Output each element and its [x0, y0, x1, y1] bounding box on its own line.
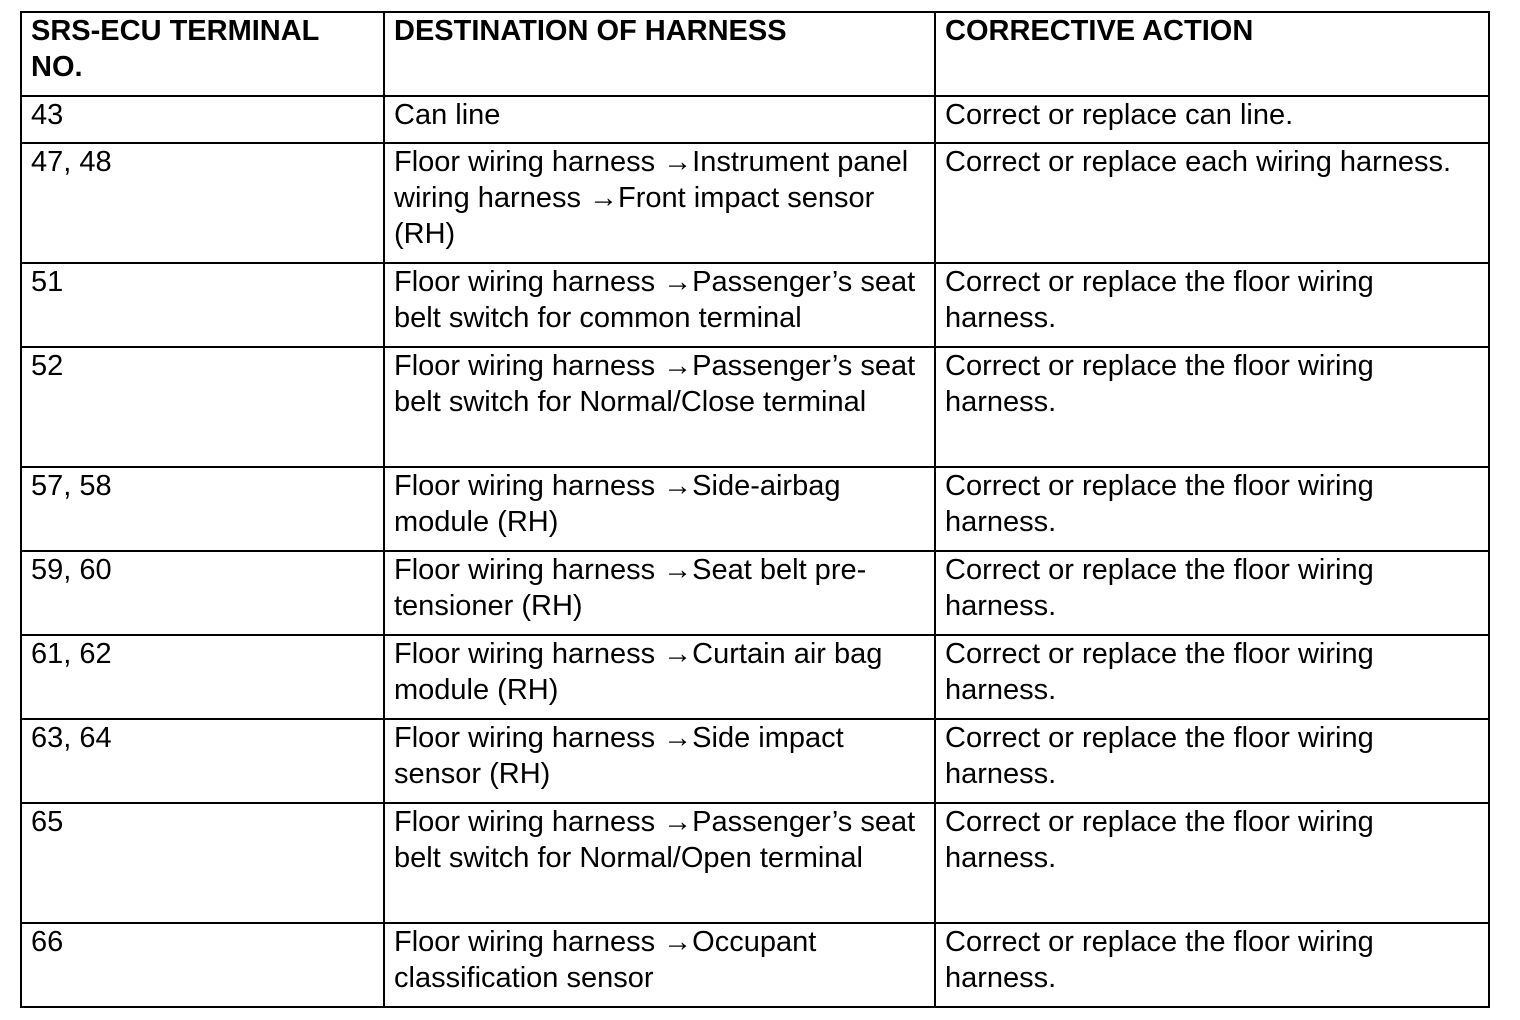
action-cell: Correct or replace the floor wiring harness.	[935, 347, 1489, 467]
table-row	[21, 143, 1489, 263]
terminal-cell: 66	[21, 923, 384, 1007]
destination-cell: Can line	[384, 96, 935, 143]
action-cell: Correct or replace can line.	[935, 96, 1489, 143]
table-row	[21, 96, 1489, 143]
table-row	[21, 803, 1489, 923]
action-cell: Correct or replace the floor wiring harness.	[935, 263, 1489, 347]
table-header-row	[21, 12, 1489, 96]
action-cell: Correct or replace the floor wiring harness.	[935, 923, 1489, 1007]
terminal-cell: 57, 58	[21, 467, 384, 551]
terminal-cell: 63, 64	[21, 719, 384, 803]
table-row	[21, 551, 1489, 635]
table-row	[21, 635, 1489, 719]
destination-cell: Floor wiring harness →Passenger’s seat belt switch for Normal/Open terminal	[384, 803, 935, 923]
srs-terminal-table	[20, 11, 1490, 1008]
destination-cell: Floor wiring harness →Seat belt pre-tensioner (RH)	[384, 551, 935, 635]
table-row	[21, 719, 1489, 803]
terminal-cell: 61, 62	[21, 635, 384, 719]
terminal-cell: 65	[21, 803, 384, 923]
destination-cell: Floor wiring harness →Passenger’s seat belt switch for common terminal	[384, 263, 935, 347]
header-action: CORRECTIVE ACTION	[935, 12, 1489, 96]
header-terminal: SRS-ECU TERMINAL NO.	[21, 12, 384, 96]
table-row	[21, 467, 1489, 551]
destination-cell: Floor wiring harness →Side impact sensor (RH)	[384, 719, 935, 803]
header-destination: DESTINATION OF HARNESS	[384, 12, 935, 96]
table-row	[21, 347, 1489, 467]
destination-cell: Floor wiring harness →Side-airbag module (RH)	[384, 467, 935, 551]
terminal-cell: 47, 48	[21, 143, 384, 263]
terminal-cell: 59, 60	[21, 551, 384, 635]
destination-cell: Floor wiring harness →Curtain air bag module (RH)	[384, 635, 935, 719]
table-row	[21, 263, 1489, 347]
destination-cell: Floor wiring harness →Occupant classification sensor	[384, 923, 935, 1007]
terminal-cell: 51	[21, 263, 384, 347]
action-cell: Correct or replace the floor wiring harness.	[935, 551, 1489, 635]
action-cell: Correct or replace the floor wiring harness.	[935, 467, 1489, 551]
action-cell: Correct or replace the floor wiring harness.	[935, 635, 1489, 719]
destination-cell: Floor wiring harness →Passenger’s seat belt switch for Normal/Close terminal	[384, 347, 935, 467]
table-row	[21, 923, 1489, 1007]
action-cell: Correct or replace the floor wiring harness.	[935, 719, 1489, 803]
terminal-cell: 52	[21, 347, 384, 467]
action-cell: Correct or replace the floor wiring harness.	[935, 803, 1489, 923]
destination-cell: Floor wiring harness →Instrument panel wiring harness →Front impact sensor (RH)	[384, 143, 935, 263]
terminal-cell: 43	[21, 96, 384, 143]
action-cell: Correct or replace each wiring harness.	[935, 143, 1489, 263]
